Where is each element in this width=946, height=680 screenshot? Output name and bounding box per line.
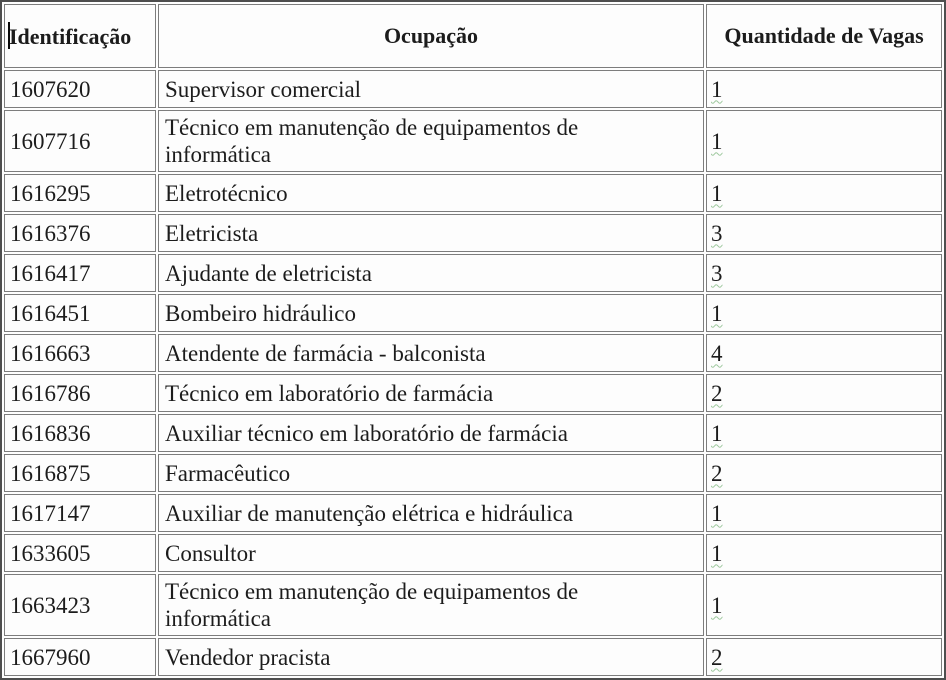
header-row	[4, 4, 942, 68]
cell-identificacao[interactable]	[4, 254, 156, 292]
id-value: 1616376	[10, 220, 91, 246]
cell-ocupacao[interactable]	[158, 174, 704, 212]
table-row	[4, 254, 942, 292]
cell-ocupacao[interactable]	[158, 334, 704, 372]
cell-ocupacao[interactable]	[158, 494, 704, 532]
cell-ocupacao[interactable]	[158, 110, 704, 172]
table-row	[4, 638, 942, 676]
vacancies-value: 2	[711, 380, 723, 406]
table-row	[4, 574, 942, 636]
occupation-value: Farmacêutico	[165, 460, 291, 486]
header-quantidade[interactable]	[706, 4, 942, 68]
occupation-value: Técnico em manutenção de equipamentos de informática	[165, 115, 579, 167]
cell-ocupacao[interactable]	[158, 638, 704, 676]
header-identificacao-label: Identificação	[9, 24, 132, 49]
vacancies-value: 1	[711, 592, 723, 618]
cell-identificacao[interactable]	[4, 454, 156, 492]
cell-vacancies[interactable]	[706, 414, 942, 452]
id-value: 1607620	[10, 76, 91, 102]
cell-vacancies[interactable]	[706, 174, 942, 212]
cell-vacancies[interactable]	[706, 374, 942, 412]
occupation-value: Técnico em manutenção de equipamentos de informática	[165, 579, 579, 631]
cell-identificacao[interactable]	[4, 374, 156, 412]
cell-identificacao[interactable]	[4, 294, 156, 332]
vacancies-value: 2	[711, 460, 723, 486]
occupation-value: Atendente de farmácia - balconista	[165, 340, 486, 366]
cell-vacancies[interactable]	[706, 638, 942, 676]
cell-identificacao[interactable]	[4, 334, 156, 372]
table-row	[4, 414, 942, 452]
occupation-value: Auxiliar de manutenção elétrica e hidráulica	[165, 500, 574, 526]
id-value: 1616875	[10, 460, 91, 486]
occupation-value: Técnico em laboratório de farmácia	[165, 380, 494, 406]
occupation-value: Eletrotécnico	[165, 180, 288, 206]
id-value: 1616836	[10, 420, 91, 446]
table-row	[4, 110, 942, 172]
table-row	[4, 454, 942, 492]
vacancies-value: 1	[711, 420, 723, 446]
id-value: 1607716	[10, 128, 91, 154]
cell-ocupacao[interactable]	[158, 254, 704, 292]
header-ocupacao[interactable]	[158, 4, 704, 68]
id-value: 1616417	[10, 260, 91, 286]
cell-identificacao[interactable]	[4, 70, 156, 108]
vacancies-value: 1	[711, 76, 723, 102]
cell-ocupacao[interactable]	[158, 574, 704, 636]
cell-vacancies[interactable]	[706, 70, 942, 108]
table-row	[4, 494, 942, 532]
id-value: 1667960	[10, 644, 91, 670]
vacancies-value: 1	[711, 180, 723, 206]
vacancies-value: 4	[711, 340, 723, 366]
vacancies-value: 2	[711, 644, 723, 670]
occupation-value: Ajudante de eletricista	[165, 260, 372, 286]
cell-identificacao[interactable]	[4, 534, 156, 572]
cell-vacancies[interactable]	[706, 214, 942, 252]
table-row	[4, 70, 942, 108]
vacancies-value: 1	[711, 300, 723, 326]
cell-ocupacao[interactable]	[158, 214, 704, 252]
occupation-value: Auxiliar técnico em laboratório de farmácia	[165, 420, 568, 446]
cell-vacancies[interactable]	[706, 574, 942, 636]
occupation-value: Bombeiro hidráulico	[165, 300, 356, 326]
cell-identificacao[interactable]	[4, 494, 156, 532]
cell-vacancies[interactable]	[706, 334, 942, 372]
vacancies-value: 1	[711, 128, 723, 154]
vacancies-value: 1	[711, 500, 723, 526]
header-identificacao[interactable]	[4, 4, 156, 68]
cell-identificacao[interactable]	[4, 414, 156, 452]
cell-ocupacao[interactable]	[158, 374, 704, 412]
cell-identificacao[interactable]	[4, 174, 156, 212]
cell-identificacao[interactable]	[4, 638, 156, 676]
occupation-value: Eletricista	[165, 220, 259, 246]
cell-ocupacao[interactable]	[158, 414, 704, 452]
table-row	[4, 214, 942, 252]
id-value: 1663423	[10, 592, 91, 618]
id-value: 1616786	[10, 380, 91, 406]
vacancies-value: 3	[711, 260, 723, 286]
table-row	[4, 374, 942, 412]
table-row	[4, 534, 942, 572]
table-row	[4, 174, 942, 212]
id-value: 1633605	[10, 540, 91, 566]
cell-vacancies[interactable]	[706, 254, 942, 292]
vacancies-value: 3	[711, 220, 723, 246]
id-value: 1616295	[10, 180, 91, 206]
cell-ocupacao[interactable]	[158, 534, 704, 572]
cell-identificacao[interactable]	[4, 110, 156, 172]
table-row	[4, 294, 942, 332]
table-row	[4, 334, 942, 372]
id-value: 1617147	[10, 500, 91, 526]
cell-identificacao[interactable]	[4, 214, 156, 252]
cell-ocupacao[interactable]	[158, 70, 704, 108]
cell-ocupacao[interactable]	[158, 294, 704, 332]
cell-ocupacao[interactable]	[158, 454, 704, 492]
cell-vacancies[interactable]	[706, 454, 942, 492]
vacancies-value: 1	[711, 540, 723, 566]
occupation-value: Supervisor comercial	[165, 76, 362, 102]
occupation-value: Consultor	[165, 540, 256, 566]
cell-vacancies[interactable]	[706, 494, 942, 532]
id-value: 1616451	[10, 300, 91, 326]
cell-vacancies[interactable]	[706, 534, 942, 572]
cell-vacancies[interactable]	[706, 110, 942, 172]
header-quantidade-label: Quantidade de Vagas	[724, 23, 924, 48]
id-value: 1616663	[10, 340, 91, 366]
cell-vacancies[interactable]	[706, 294, 942, 332]
cell-identificacao[interactable]	[4, 574, 156, 636]
header-ocupacao-label: Ocupação	[383, 23, 479, 48]
occupation-value: Vendedor pracista	[165, 644, 331, 670]
